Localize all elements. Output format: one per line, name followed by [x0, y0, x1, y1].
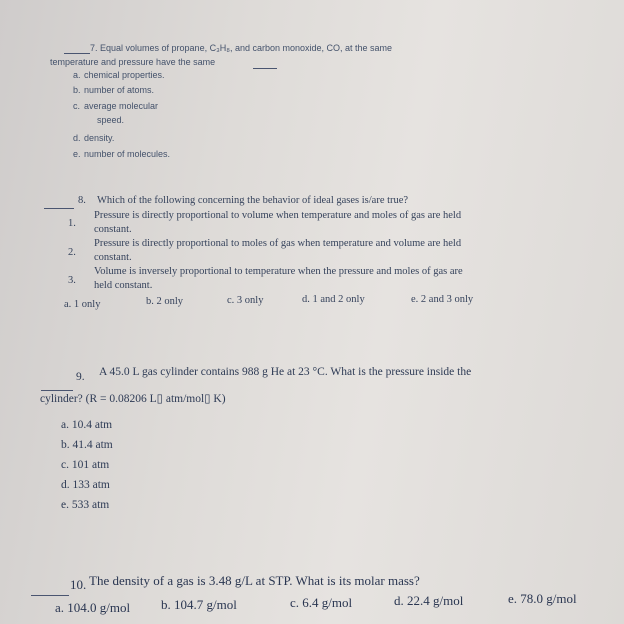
q9-option-d: d. 133 atm — [61, 479, 110, 491]
q8-stem: Which of the following concerning the behavior of ideal gases is/are true? — [97, 195, 409, 206]
q10-option-b: b. 104.7 g/mol — [161, 597, 237, 612]
q10-option-d: d. 22.4 g/mol — [394, 593, 464, 608]
q7-stem-line2: temperature and pressure have the same — [50, 57, 216, 67]
q8-number: 8. — [78, 195, 86, 206]
q8-statement-1-num: 1. — [68, 218, 76, 229]
q9-option-a: a. 10.4 atm — [61, 419, 113, 431]
q8-statement-3-line1: Volume is inversely proportional to temperature when the pressure and moles of gas are — [94, 266, 463, 277]
q7-option-e-letter: e. — [73, 149, 81, 159]
q7-option-c-line2: speed. — [97, 115, 125, 125]
q8-statement-2-line1: Pressure is directly proportional to moles of gas when temperature and volume are held — [94, 238, 462, 249]
q10-stem: The density of a gas is 3.48 g/L at STP. What is its molar mass? — [89, 573, 420, 588]
q7-option-d: density. — [84, 133, 115, 143]
answer-blank-8[interactable] — [44, 207, 74, 209]
q7-option-e: number of molecules. — [84, 149, 171, 159]
q8-option-d: d. 1 and 2 only — [302, 294, 365, 305]
q8-statement-3-num: 3. — [68, 275, 76, 286]
q8-option-b: b. 2 only — [146, 296, 184, 307]
q8-option-e: e. 2 and 3 only — [411, 294, 474, 305]
q10-number: 10. — [70, 577, 87, 592]
q9-option-b: b. 41.4 atm — [61, 439, 113, 451]
answer-blank-7[interactable] — [64, 52, 90, 54]
q7-option-d-letter: d. — [73, 133, 81, 143]
q7-option-c-line1: average molecular — [84, 101, 159, 111]
q7-option-b-letter: b. — [73, 85, 81, 95]
q9-option-c: c. 101 atm — [61, 459, 110, 471]
q7-stem-blank — [253, 67, 277, 69]
q8-statement-2-line2: constant. — [94, 252, 132, 263]
q7-option-b: number of atoms. — [84, 85, 155, 95]
q7-option-c-letter: c. — [73, 101, 81, 111]
q8-option-a: a. 1 only — [64, 299, 101, 310]
q10-option-e: e. 78.0 g/mol — [508, 591, 577, 606]
q9-option-e: e. 533 atm — [61, 499, 110, 511]
q8-statement-2-num: 2. — [68, 247, 76, 258]
q10-option-a: a. 104.0 g/mol — [55, 600, 131, 615]
q10-option-c: c. 6.4 g/mol — [290, 595, 353, 610]
q7-number: 7. — [90, 43, 98, 53]
q8-option-c: c. 3 only — [227, 295, 264, 306]
q8-statement-1-line2: constant. — [94, 224, 132, 235]
q8-statement-1-line1: Pressure is directly proportional to volume when temperature and moles of gas are held — [94, 210, 462, 221]
q7-stem-line1: Equal volumes of propane, C₃H₈, and carbon monoxide, CO, at the same — [100, 43, 393, 53]
q9-number: 9. — [76, 371, 85, 383]
answer-blank-10[interactable] — [31, 594, 69, 596]
q7-option-a-letter: a. — [73, 70, 81, 80]
q9-stem-line1: A 45.0 L gas cylinder contains 988 g He at 23 °C. What is the pressure inside the — [99, 366, 472, 378]
q8-statement-3-line2: held constant. — [94, 280, 153, 291]
q7-option-a: chemical properties. — [84, 70, 165, 80]
q9-stem-line2: cylinder? (R = 0.08206 L▯ atm/mol▯ K) — [40, 393, 226, 405]
